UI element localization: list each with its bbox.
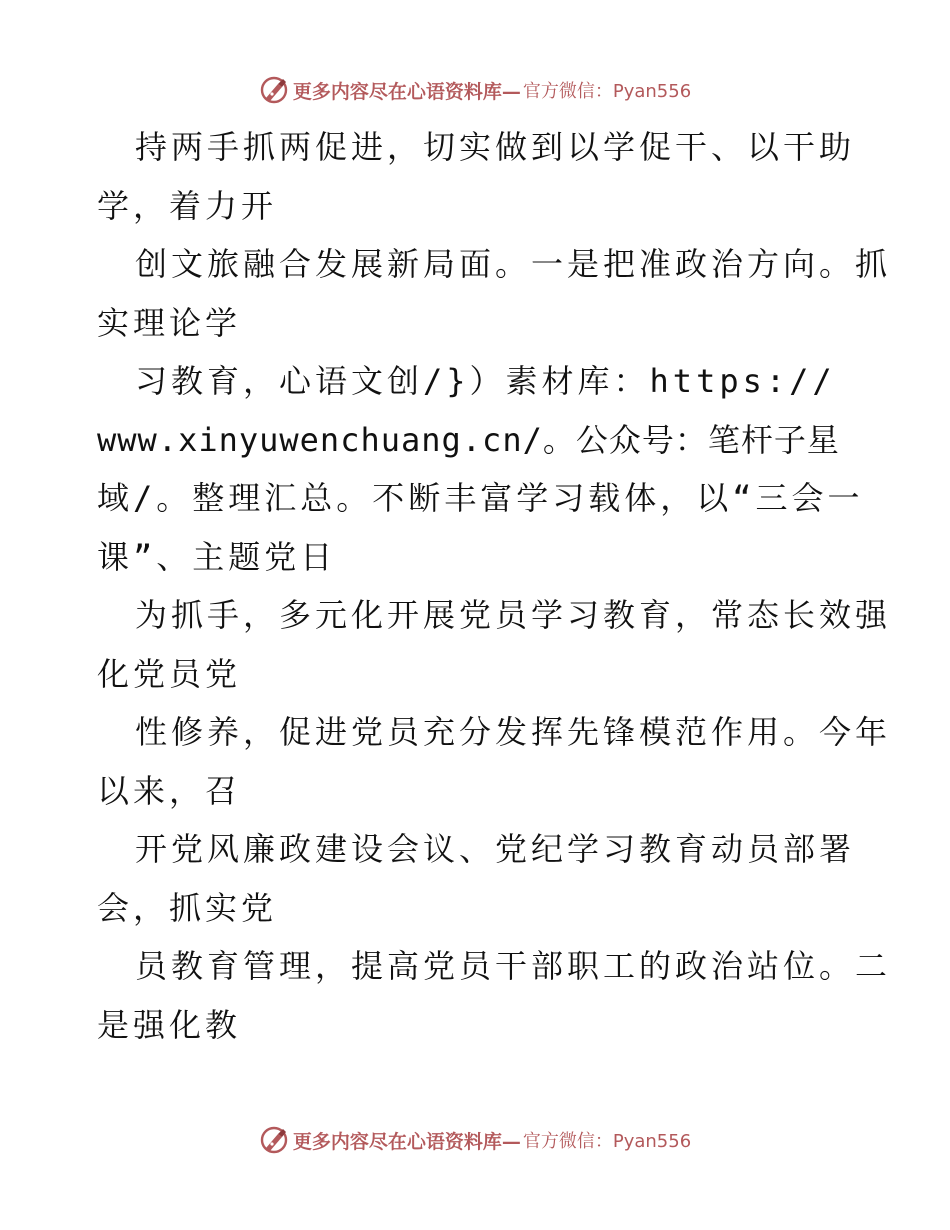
header-banner-wechat: 官方微信：Pyan556 (522, 81, 692, 102)
body-line: 化党员党 (97, 654, 242, 693)
header-banner (0, 70, 950, 110)
body-line: 实理论学 (97, 303, 242, 342)
body-line: 开党风廉政建设会议、党纪学习教育动员部署 (135, 830, 856, 868)
body-line: 为抓手，多元化开展党员学习教育，常态长效强 (135, 596, 892, 634)
body-line: www.xinyuwenchuang.cn/。公众号：笔杆子星 (97, 420, 840, 459)
body-line: 课”、主题党日 (97, 537, 337, 576)
body-line: 持两手抓两促进，切实做到以学促干、以干助 (135, 128, 856, 166)
pen-nib-logo-icon (259, 1125, 289, 1155)
body-line: 域/。整理汇总。不断丰富学习载体，以“三会一 (97, 479, 864, 517)
body-line: 是强化教 (97, 1005, 242, 1044)
body-line: 员教育管理，提高党员干部职工的政治站位。二 (135, 947, 892, 985)
body-line: 习教育，心语文创/}）素材库：https:// (135, 362, 836, 400)
footer-banner (0, 1120, 950, 1160)
body-line: 创文旅融合发展新局面。一是把准政治方向。抓 (135, 245, 892, 283)
header-banner-text: 更多内容尽在心语资料库— (292, 80, 521, 103)
pen-nib-logo-icon (259, 75, 289, 105)
footer-banner-wechat: 官方微信：Pyan556 (522, 1131, 692, 1152)
document-body (97, 118, 892, 1054)
body-line: 学，着力开 (97, 186, 278, 225)
body-line: 会，抓实党 (97, 888, 278, 927)
body-line: 性修养，促进党员充分发挥先锋模范作用。今年 (135, 713, 892, 751)
footer-banner-text: 更多内容尽在心语资料库— (292, 1130, 521, 1153)
body-line: 以来，召 (97, 771, 242, 810)
